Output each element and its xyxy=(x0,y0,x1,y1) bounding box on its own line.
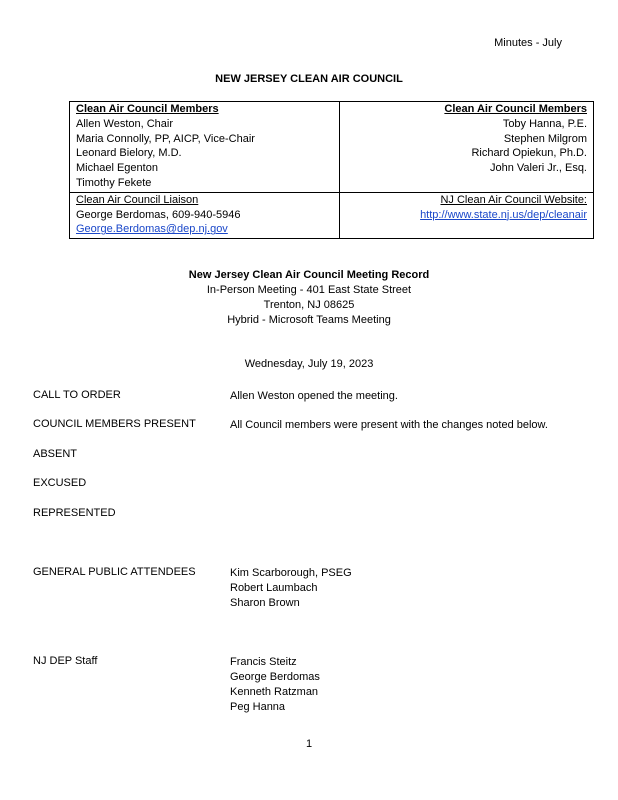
dep-staff-label: NJ DEP Staff xyxy=(33,655,98,667)
call-to-order-label: CALL TO ORDER xyxy=(33,389,121,401)
call-to-order-value: Allen Weston opened the meeting. xyxy=(230,390,398,402)
liaison-header: Clean Air Council Liaison xyxy=(76,193,199,206)
header-note: Minutes - July xyxy=(494,37,562,49)
website-header: NJ Clean Air Council Website: xyxy=(440,193,587,206)
public-attendees-label: GENERAL PUBLIC ATTENDEES xyxy=(33,566,196,578)
staff-name: Francis Steitz xyxy=(230,656,297,668)
right-members-header: Clean Air Council Members xyxy=(444,103,587,115)
council-members-table xyxy=(69,101,594,239)
website-cell xyxy=(340,192,594,238)
right-members-cell xyxy=(340,102,594,193)
document-title: NEW JERSEY CLEAN AIR COUNCIL xyxy=(215,73,403,85)
member-name: Allen Weston, Chair xyxy=(76,117,174,130)
page-number: 1 xyxy=(305,738,313,750)
members-present-value: All Council members were present with the changes noted below. xyxy=(230,419,548,431)
dep-staff-list xyxy=(230,655,320,715)
staff-name: Peg Hanna xyxy=(230,701,286,713)
liaison-name: George Berdomas, 609-940-5946 xyxy=(76,208,241,221)
left-members-cell xyxy=(70,102,340,193)
member-name: Maria Connolly, PP, AICP, Vice-Chair xyxy=(76,132,255,145)
member-name: Michael Egenton xyxy=(76,162,158,175)
member-name: Leonard Bielory, M.D. xyxy=(76,147,182,160)
left-members-header: Clean Air Council Members xyxy=(76,103,219,115)
attendee-name: Kim Scarborough, PSEG xyxy=(230,567,352,579)
represented-label: REPRESENTED xyxy=(33,507,116,519)
excused-label: EXCUSED xyxy=(33,477,87,489)
attendee-name: Robert Laumbach xyxy=(230,582,318,594)
member-name: Stephen Milgrom xyxy=(503,132,587,145)
meeting-location-line: In-Person Meeting - 401 East State Street xyxy=(206,284,412,296)
meeting-city-line: Trenton, NJ 08625 xyxy=(263,299,355,311)
absent-label: ABSENT xyxy=(33,448,78,460)
attendee-name: Sharon Brown xyxy=(230,597,300,609)
member-name: Richard Opiekun, Ph.D. xyxy=(471,147,587,160)
meeting-record-title: New Jersey Clean Air Council Meeting Record xyxy=(188,269,430,281)
meeting-record-block xyxy=(0,268,618,328)
liaison-email-link[interactable]: George.Berdomas@dep.nj.gov xyxy=(76,223,228,236)
members-present-label: COUNCIL MEMBERS PRESENT xyxy=(33,418,196,430)
staff-name: Kenneth Ratzman xyxy=(230,686,319,698)
public-attendees-list xyxy=(230,566,352,611)
meeting-date: Wednesday, July 19, 2023 xyxy=(244,358,374,370)
website-link[interactable]: http://www.state.nj.us/dep/cleanair xyxy=(420,208,587,221)
member-name: Timothy Fekete xyxy=(76,176,152,189)
member-name: John Valeri Jr., Esq. xyxy=(489,162,587,175)
member-name: Toby Hanna, P.E. xyxy=(502,117,587,130)
liaison-cell xyxy=(70,192,340,238)
staff-name: George Berdomas xyxy=(230,671,320,683)
meeting-hybrid-line: Hybrid - Microsoft Teams Meeting xyxy=(227,314,391,326)
